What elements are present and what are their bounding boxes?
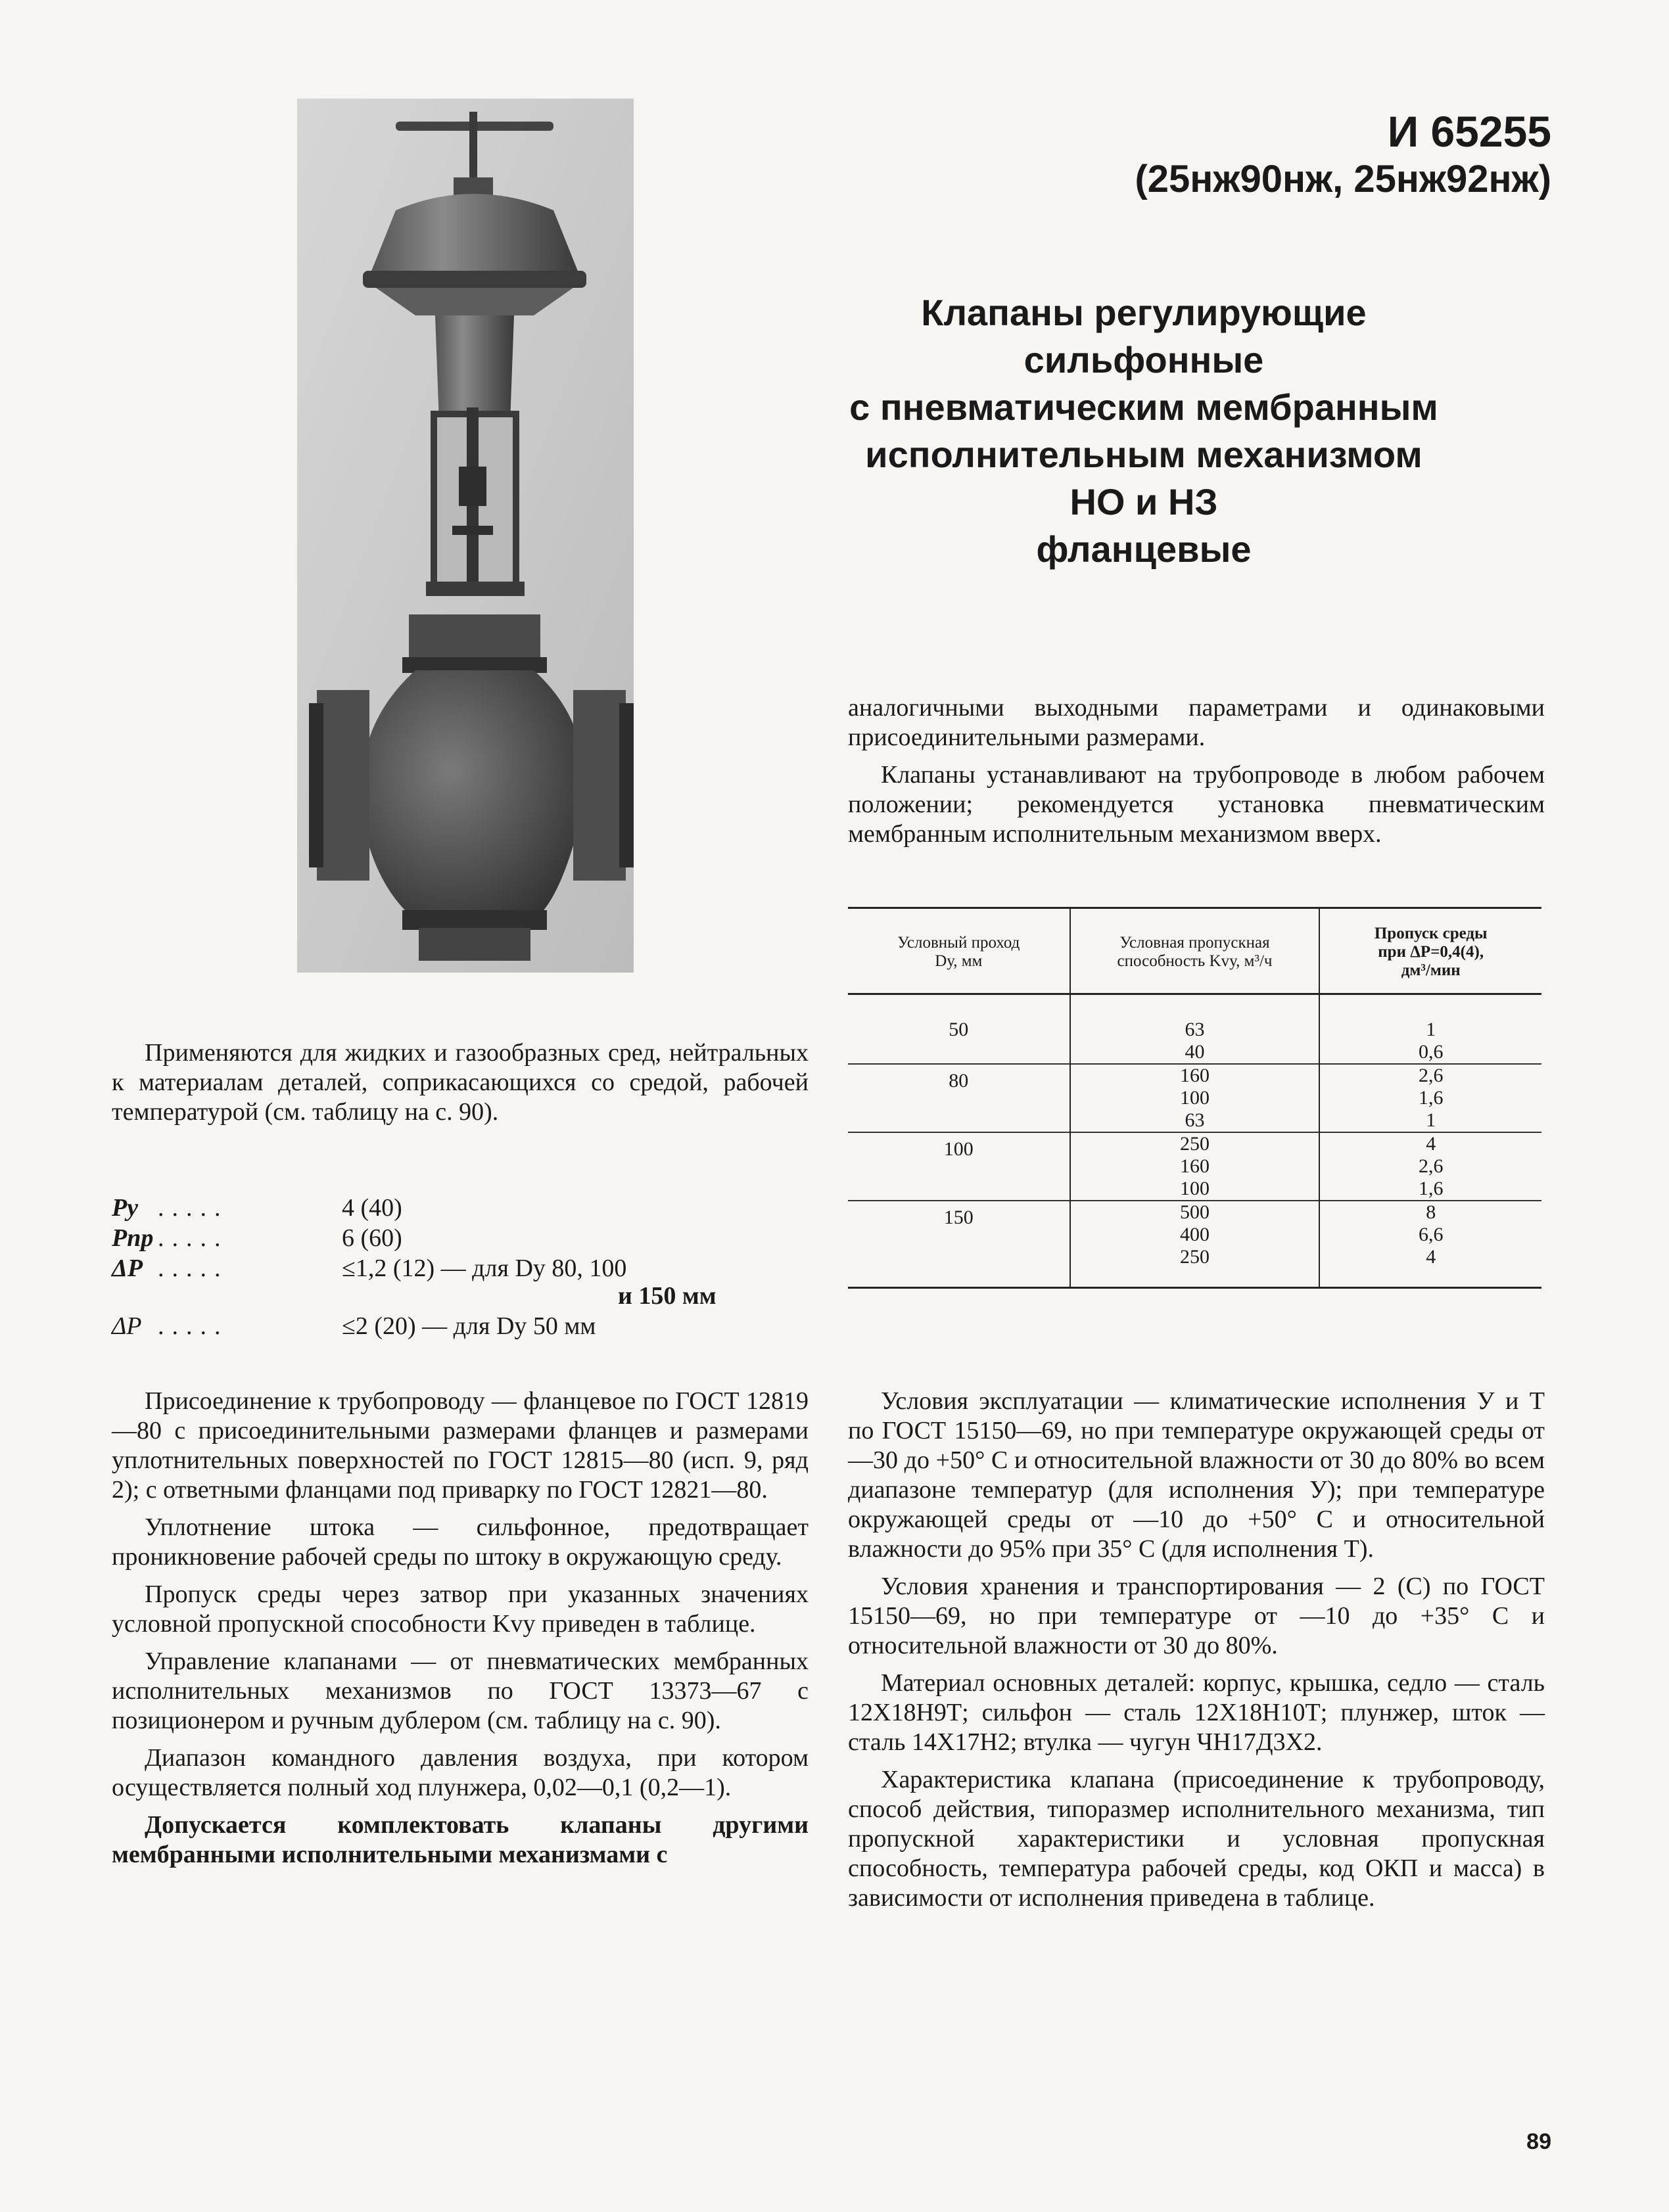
left-intro [112, 1038, 809, 1127]
valve-illustration [297, 99, 634, 973]
title-line: с пневматическим мембранным [849, 386, 1438, 428]
spec-value: 6 (60) [342, 1224, 402, 1252]
cell-value: 250 [1179, 1133, 1210, 1155]
leakage-table [848, 907, 1541, 1289]
cell-value: 0,6 [1418, 1041, 1444, 1063]
cell-dn: 150 [848, 1201, 1070, 1288]
page-number: 89 [1526, 2129, 1551, 2154]
column-header-leakage [1319, 908, 1541, 994]
cell-value: 250 [1179, 1246, 1210, 1268]
header-line: способность Kvу, м³/ч [1117, 952, 1273, 970]
spec-row [112, 1311, 809, 1341]
title-line: сильфонные [1023, 339, 1264, 380]
cell-value: 400 [1179, 1224, 1210, 1245]
cell-value: 63 [1185, 1019, 1205, 1040]
spec-symbol: ΔP [112, 1312, 142, 1340]
cell-value: 2,6 [1418, 1065, 1444, 1086]
title-line: НО и НЗ [1070, 481, 1218, 522]
spec-value: ≤1,2 (12) — для Dу 80, 100 [342, 1255, 627, 1282]
cell-value: 1,6 [1418, 1178, 1444, 1199]
header-line: Условная пропускная [1119, 934, 1270, 952]
spec-value: ≤2 (20) — для Dу 50 мм [342, 1312, 596, 1340]
header-line: дм³/мин [1401, 961, 1461, 979]
header-line: при ΔP=0,4(4), [1378, 943, 1484, 961]
document-variants: (25нж90нж, 25нж92нж) [1135, 158, 1551, 200]
table-row [848, 1132, 1541, 1201]
cell-value: 160 [1179, 1065, 1210, 1086]
cell-kv [1070, 1201, 1320, 1288]
paragraph-storage-conditions: Условия хранения и транспортирования — 2 (С) по ГОСТ 15150—69, но при температуре от —10 до +35° С и относительной влажности от 30 до 80%. [848, 1573, 1545, 1659]
cell-leakage [1319, 1201, 1541, 1288]
paragraph-connection: Присоединение к трубопроводу — фланцевое по ГОСТ 12819—80 с присоединительными размерами фланцев и размерами уплотнительных поверхностей по ГОСТ 12815—80 (исп. 9, ряд 2); с ответными фланцами под приварку по ГОСТ 12821—80. [112, 1387, 809, 1504]
table-row [848, 1064, 1541, 1132]
cell-kv [1070, 1132, 1320, 1201]
column-header-kv [1070, 908, 1320, 994]
right-upper-text [848, 693, 1545, 849]
cell-value: 1,6 [1418, 1087, 1444, 1109]
cell-kv [1070, 994, 1320, 1065]
cell-value: 1 [1426, 1109, 1436, 1131]
cell-value: 40 [1185, 1041, 1205, 1063]
cell-value: 1 [1426, 1019, 1436, 1040]
cell-value: 100 [1179, 1087, 1210, 1109]
title-line: исполнительным механизмом [865, 434, 1422, 475]
cell-value: 500 [1179, 1201, 1210, 1223]
cell-value: 2,6 [1418, 1155, 1444, 1177]
paragraph-materials: Материал основных деталей: корпус, крышка, седло — сталь 12Х18Н9Т; сильфон — сталь 12Х18Н10Т; плунжер, шток — сталь 14Х17Н2; втулка — чугун ЧН17Д3Х2. [848, 1669, 1545, 1756]
spec-symbol: ΔP [112, 1255, 143, 1282]
document-code: И 65255 [1387, 107, 1551, 156]
cell-leakage [1319, 994, 1541, 1065]
spec-dots: ..... [158, 1255, 229, 1282]
table-row [848, 994, 1541, 1065]
cell-value: 6,6 [1418, 1224, 1444, 1245]
cell-leakage [1319, 1064, 1541, 1132]
header-line: Условный проход [897, 934, 1020, 952]
spec-dots: ..... [158, 1194, 229, 1222]
header-line: Пропуск среды [1374, 925, 1488, 942]
spec-symbol: Pу [112, 1194, 139, 1222]
table-header-row [848, 908, 1541, 994]
column-header-dn [848, 908, 1070, 994]
spec-row [112, 1193, 809, 1223]
paragraph-application: Применяются для жидких и газообразных сред, нейтральных к материалам деталей, соприкасающихся со средой, рабочей температурой (см. таблицу на с. 90). [112, 1039, 809, 1126]
spec-row [112, 1223, 809, 1253]
paragraph-continuation: аналогичными выходными параметрами и одинаковыми присоединительными размерами. [848, 694, 1545, 751]
spec-value-continuation: и 150 мм [618, 1282, 717, 1310]
cell-value: 100 [1179, 1178, 1210, 1199]
cell-value: 4 [1426, 1246, 1436, 1268]
cell-value: 160 [1179, 1155, 1210, 1177]
header-line: Dу, мм [935, 952, 983, 970]
paragraph-installation: Клапаны устанавливают на трубопроводе в любом рабочем положении; рекомендуется установка пневматическим мембранным исполнительным механизмом вверх. [848, 761, 1545, 848]
spec-list [112, 1193, 809, 1341]
spec-dots: ..... [158, 1224, 229, 1252]
cell-value: 63 [1185, 1109, 1205, 1131]
right-lower-text [848, 1387, 1545, 1913]
cell-value: 8 [1426, 1201, 1436, 1223]
cell-dn: 80 [848, 1064, 1070, 1132]
cell-dn: 100 [848, 1132, 1070, 1201]
cell-kv [1070, 1064, 1320, 1132]
spec-dots: ..... [158, 1312, 229, 1340]
spec-row [112, 1253, 809, 1283]
valve-photo [297, 99, 634, 973]
spec-value: 4 (40) [342, 1194, 402, 1222]
paragraph-stem-seal: Уплотнение штока — сильфонное, предотвращает проникновение рабочей среды по штоку в окружающую среду. [112, 1513, 809, 1571]
cell-leakage [1319, 1132, 1541, 1201]
paragraph-leakage: Пропуск среды через затвор при указанных значениях условной пропускной способности Kvу приведен в таблице. [112, 1580, 809, 1638]
cell-value: 4 [1426, 1133, 1436, 1155]
table-row [848, 1201, 1541, 1288]
cell-dn: 50 [949, 1019, 969, 1040]
title-line: фланцевые [1036, 528, 1252, 570]
paragraph-control: Управление клапанами — от пневматических мембранных исполнительных механизмов по ГОСТ 13373—67 с позиционером и ручным дублером (см. таблицу на с. 90). [112, 1647, 809, 1734]
paragraph-pressure-range: Диапазон командного давления воздуха, при котором осуществляется полный ход плунжера, 0,02—0,1 (0,2—1). [112, 1744, 809, 1801]
left-column-text [112, 1387, 809, 1870]
paragraph-operating-conditions: Условия эксплуатации — климатические исполнения У и Т по ГОСТ 15150—69, но при температуре окружающей среды от —30 до +50° С и относительной влажности от 30 до 80% во всем диапазоне температур (для исполнения У); при температуре окружающей среды от —10 до +50° С и относительной влажности до 95% при 35° С (для исполнения Т). [848, 1387, 1545, 1563]
paragraph-characteristics: Характеристика клапана (присоединение к трубопроводу, способ действия, типоразмер исполнительного механизма, тип пропускной характеристики и условная пропускная способность, температура рабочей среды, код ОКП и масса) в зависимости от исполнения приведена в таблице. [848, 1766, 1545, 1912]
spec-symbol: Pпр [112, 1224, 154, 1252]
title-line: Клапаны регулирующие [921, 292, 1367, 333]
paragraph-completion: Допускается комплектовать клапаны другими мембранными исполнительными механизмами с [112, 1811, 809, 1868]
page-title [815, 289, 1472, 573]
